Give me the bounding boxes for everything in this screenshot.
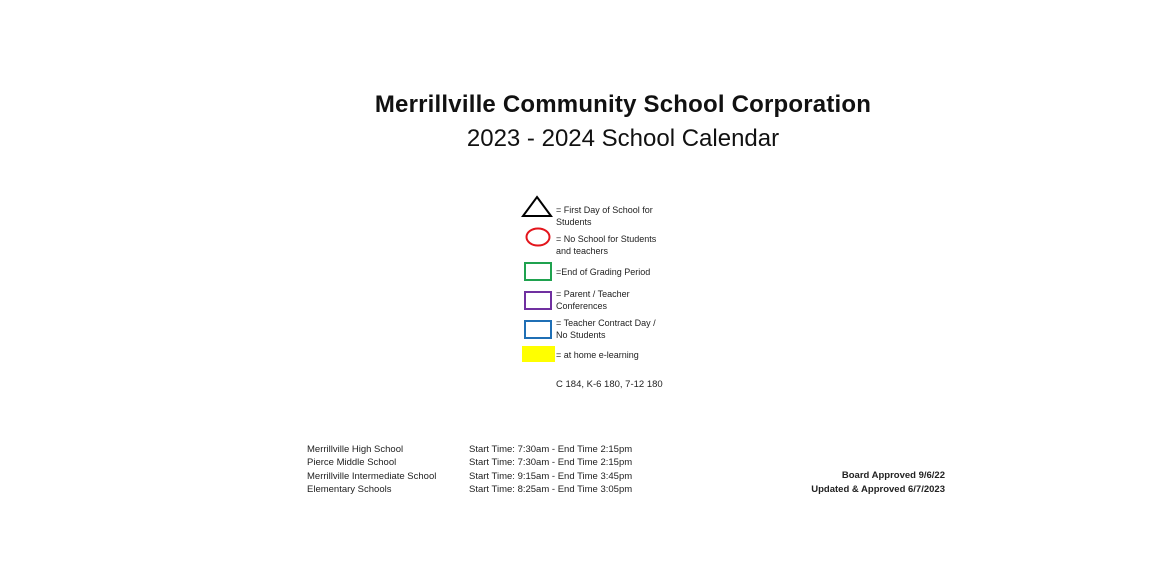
legend-label-line1: =End of Grading Period — [556, 267, 651, 277]
school-time: Start Time: 7:30am - End Time 2:15pm — [469, 444, 633, 455]
legend-label-line1: = No School for Students — [556, 234, 657, 244]
day-counts: C 184, K-6 180, 7-12 180 — [556, 379, 663, 390]
triangle-icon — [521, 195, 553, 219]
school-name: Merrillville Intermediate School — [307, 470, 437, 482]
circle-icon — [522, 226, 554, 248]
legend-label-line1: = First Day of School for — [556, 205, 653, 215]
approval-notes — [811, 470, 945, 498]
school-name: Elementary Schools — [307, 483, 392, 495]
purple-square-icon — [524, 291, 552, 310]
legend-label-line2: No Students — [556, 330, 606, 340]
school-name: Pierce Middle School — [307, 457, 397, 469]
school-time: Start Time: 8:25am - End Time 3:05pm — [469, 483, 633, 495]
page-title: Merrillville Community School Corporation — [374, 91, 872, 118]
legend-label-line1: = Parent / Teacher — [556, 289, 630, 299]
yellow-highlight-icon — [522, 346, 555, 362]
school-time: Start Time: 7:30am - End Time 2:15pm — [469, 457, 633, 469]
board-approved-note: Board Approved 9/6/22 — [841, 470, 945, 481]
legend-label-line2: Conferences — [556, 301, 608, 311]
updated-approved-note: Updated & Approved 6/7/2023 — [811, 484, 945, 495]
legend-label-line2: Students — [556, 217, 592, 227]
school-name: Merrillville High School — [307, 444, 404, 455]
legend-label-line2: and teachers — [556, 246, 609, 256]
legend-label-line1: = Teacher Contract Day / — [556, 318, 656, 328]
page-subtitle: 2023 - 2024 School Calendar — [466, 125, 780, 152]
school-time: Start Time: 9:15am - End Time 3:45pm — [469, 470, 633, 482]
legend-label-line1: = at home e-learning — [556, 350, 639, 360]
blue-square-icon — [524, 320, 552, 339]
green-square-icon — [524, 262, 552, 281]
